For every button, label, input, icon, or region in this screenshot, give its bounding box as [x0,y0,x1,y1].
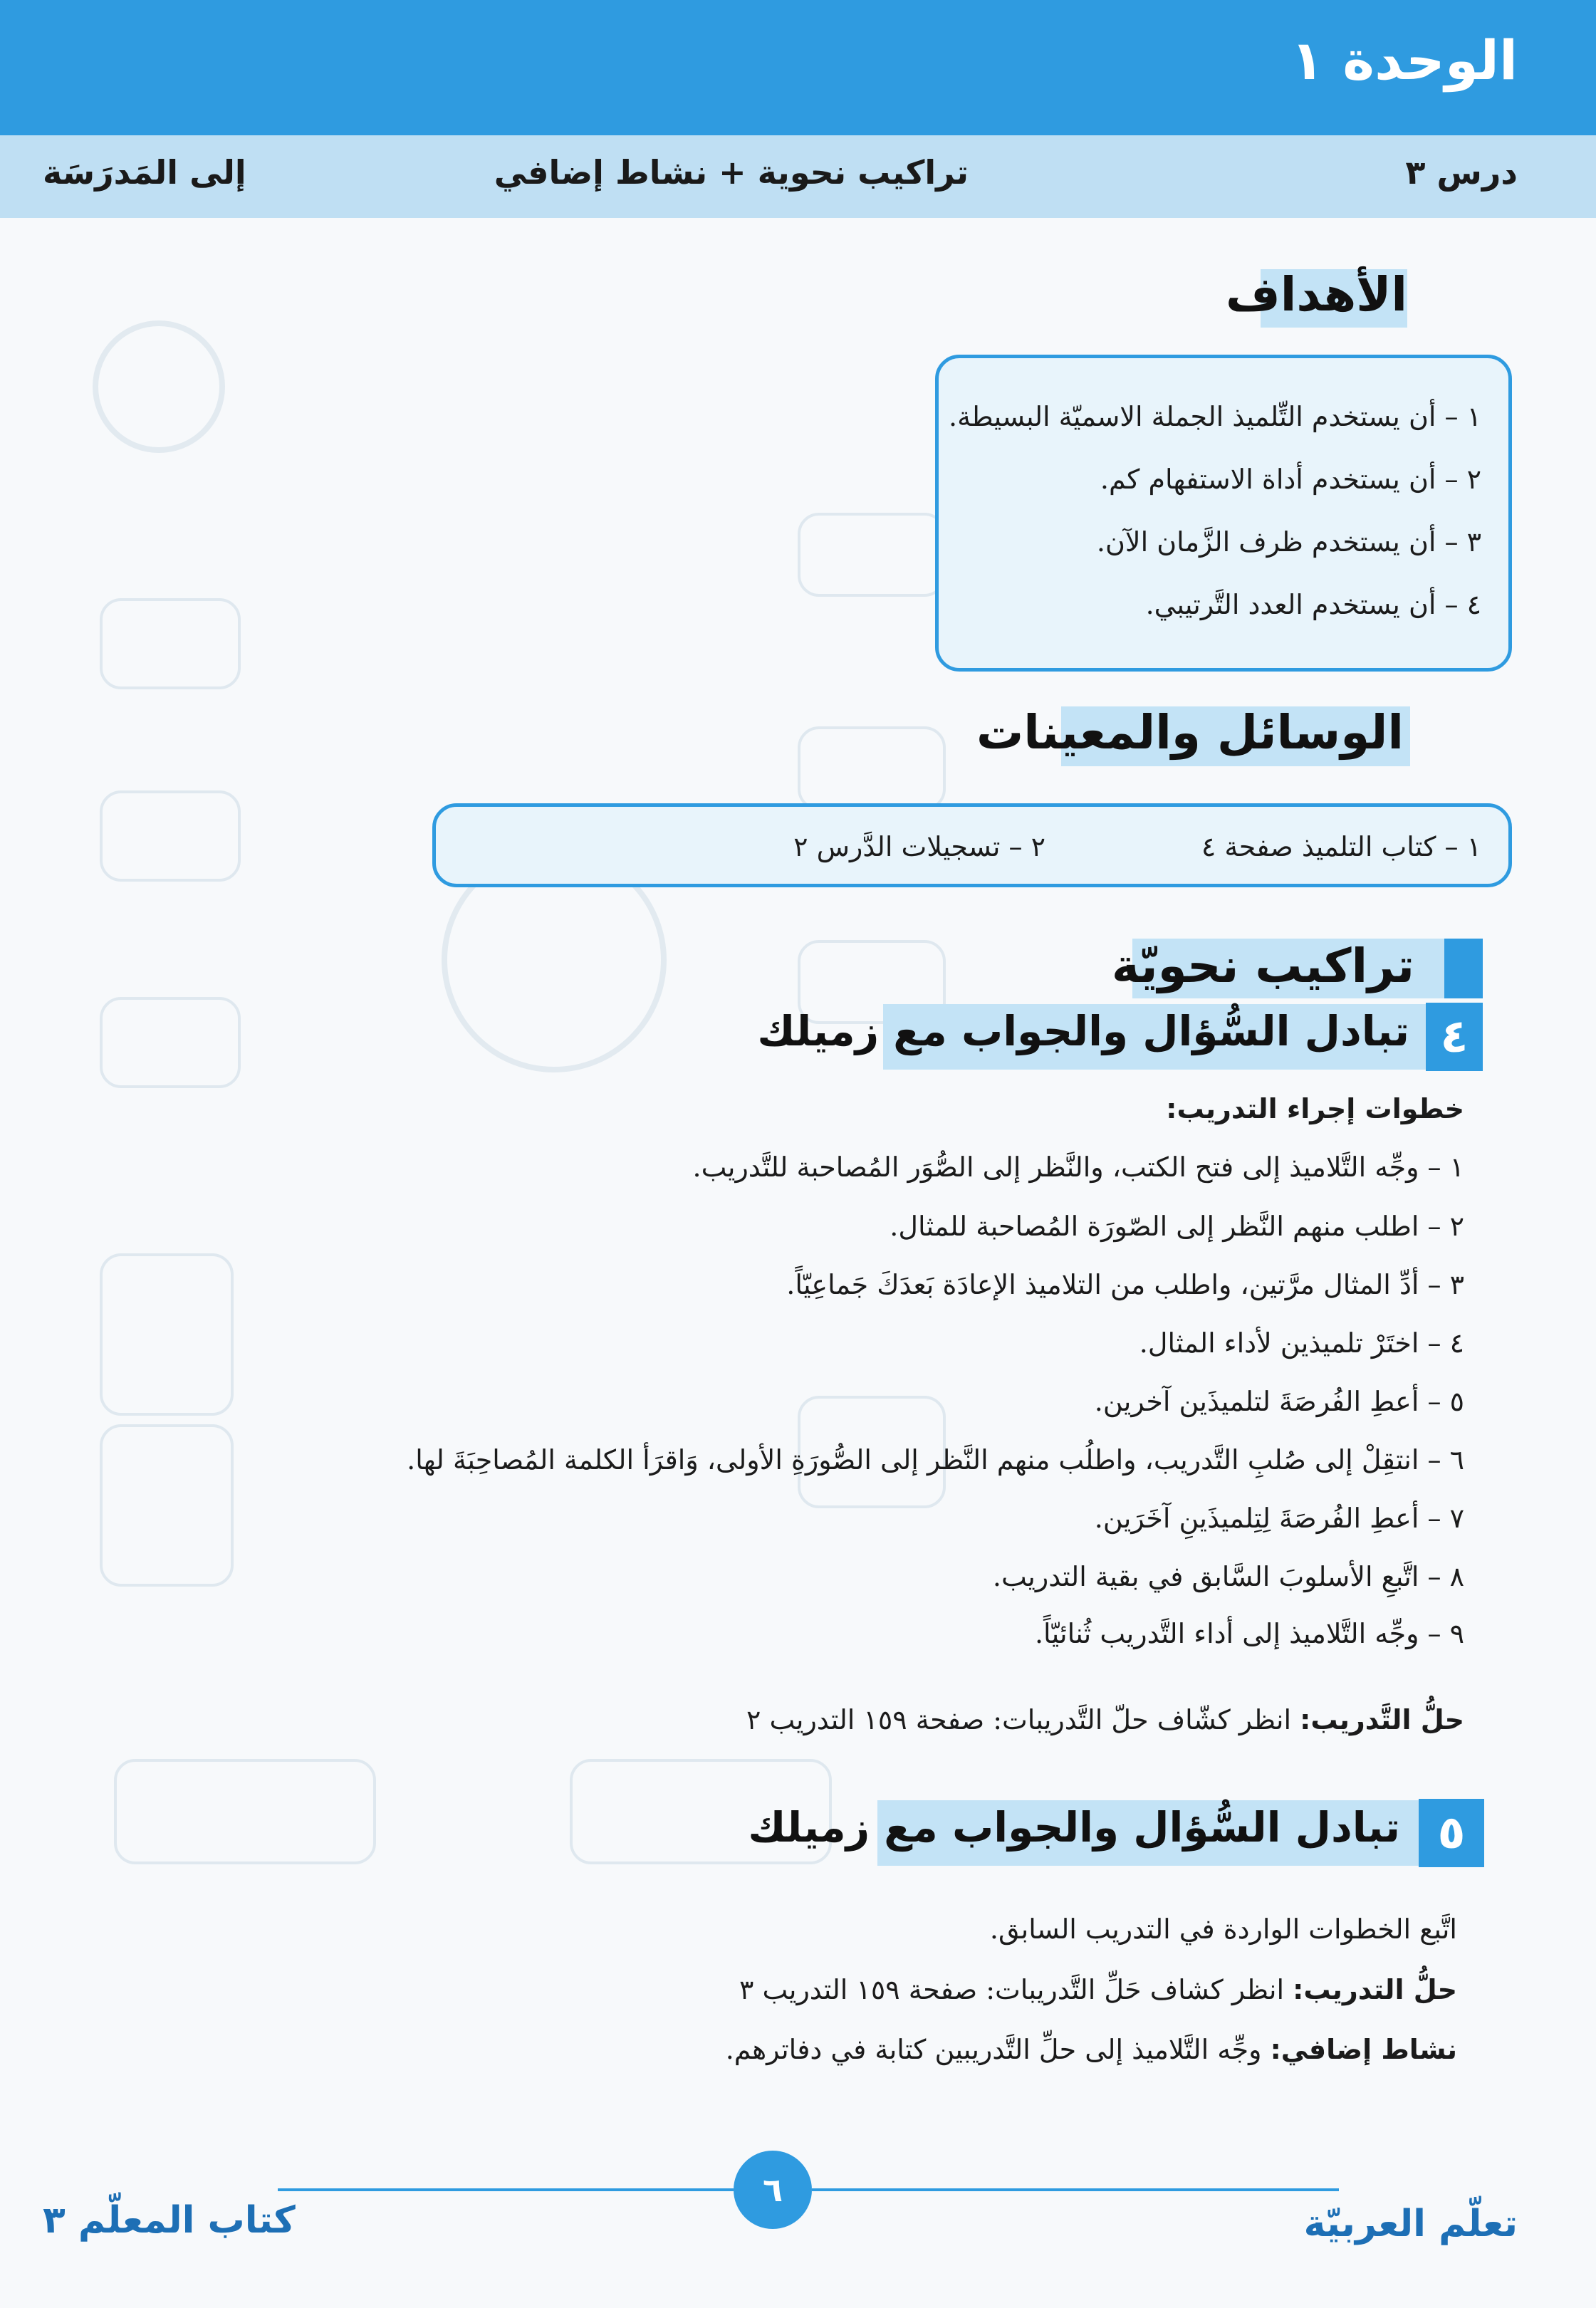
footer-series-title: تعلّم العربيّة [1303,2203,1518,2245]
objectives-heading: الأهداف [1226,267,1407,322]
step-item: ١ – وجِّه التَّلاميذ إلى فتح الكتب، والنَّظر إلى الصُّوَر المُصاحبة للتَّدريب. [692,1152,1464,1183]
exercise5-activity [726,2034,1457,2065]
lesson-number: درس ٣ [1405,153,1518,192]
step-item: ٤ – اختَرْ تلميذين لأداء المثال. [1139,1327,1464,1359]
grammar-heading-marker [1444,939,1483,998]
ghost-box [114,1759,376,1864]
aid-item: ١ – كتاب التلميذ صفحة ٤ [1201,831,1481,862]
aids-box [432,803,1512,887]
ghost-box [100,790,241,882]
exercise5-solution-text: انظر كشاف حَلِّ التَّدريبات: صفحة ١٥٩ التدريب ٣ [739,1974,1285,2005]
footer-book-title: كتاب المعلّم ٣ [43,2199,296,2242]
step-item: ٩ – وجِّه التَّلاميذ إلى أداء التَّدريب ثُنائيّاً. [1034,1618,1464,1649]
exercise4-number: ٤ [1426,1003,1483,1071]
aids-heading: الوسائل والمعينات [976,705,1404,760]
step-item: ٦ – انتقِلْ إلى صُلبِ التَّدريب، واطلُب منهم النَّظر إلى الصُّورَةِ الأولى، وَاقرَأ الكلمة المُصاحِبَةَ لها. [407,1444,1464,1476]
lesson-title: تراكيب نحوية + نشاط إضافي [494,153,969,192]
ghost-box [100,997,241,1088]
unit-title: الوحدة ١ [1290,28,1518,92]
exercise4-solution-label: حلُّ التَّدريب: [1300,1704,1464,1735]
step-item: ٢ – اطلب منهم النَّظر إلى الصّورَة المُصاحبة للمثال. [890,1211,1464,1242]
exercise5-activity-label: نشاط إضافي: [1270,2034,1457,2065]
ghost-box [100,1424,234,1587]
ghost-box [100,1253,234,1416]
exercise5-title: تبادل السُّؤال والجواب مع زميلك [748,1803,1400,1852]
exercise4-solution-text: انظر كشّاف حلّ التَّدريبات: صفحة ١٥٩ التدريب ٢ [746,1704,1292,1735]
objective-item: ٤ – أن يستخدم العدد التَّرتيبي. [1145,589,1481,620]
step-item: ٧ – أعطِ الفُرصَةَ لِتِلميذَينِ آخَرَين. [1094,1503,1464,1534]
steps-heading: خطوات إجراء التدريب: [1166,1093,1464,1124]
exercise5-intro: اتَّبع الخطوات الواردة في التدريب السابق. [989,1913,1457,1945]
objectives-box [935,355,1512,672]
ghost-box [798,726,946,810]
page-number: ٦ [734,2151,812,2229]
lesson-topic: إلى المَدرَسَة [43,153,246,192]
exercise5-solution [739,1974,1457,2005]
footer-rule-right [812,2188,1339,2191]
ghost-box [798,513,946,597]
ghost-box [100,598,241,689]
grammar-heading: تراكيب نحويّة [1111,939,1414,993]
exercise4-solution [746,1704,1464,1735]
aid-item: ٢ – تسجيلات الدَّرس ٢ [793,831,1045,862]
objective-item: ١ – أن يستخدم التِّلميذ الجملة الاسميّة البسيطة. [948,401,1481,432]
exercise5-number: ٥ [1419,1799,1484,1867]
objective-item: ٣ – أن يستخدم ظرف الزَّمان الآن. [1096,526,1481,558]
exercise4-title: تبادل السُّؤال والجواب مع زميلك [757,1007,1409,1055]
step-item: ٣ – أدِّ المثال مرَّتين، واطلب من التلاميذ الإعادَة بَعدَكَ جَماعِيّاً. [786,1269,1464,1300]
exercise5-solution-label: حلُّ التدريب: [1293,1974,1457,2005]
ghost-circle [93,320,225,453]
step-item: ٨ – اتَّبعِ الأسلوبَ السَّابق في بقية التدريب. [992,1561,1464,1592]
exercise5-activity-text: وجِّه التَّلاميذ إلى حلِّ التَّدريبين كتابة في دفاترهم. [725,2034,1262,2065]
objective-item: ٢ – أن يستخدم أداة الاستفهام كم. [1100,464,1481,495]
footer-rule-left [278,2188,734,2191]
step-item: ٥ – أعطِ الفُرصَةَ لتلميذَين آخرين. [1094,1386,1464,1417]
